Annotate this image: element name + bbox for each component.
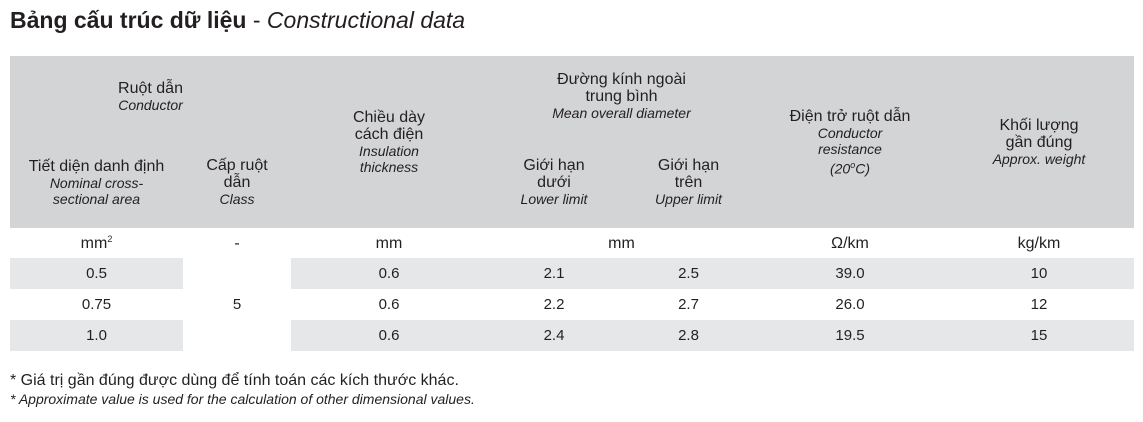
cell-insulation: 0.6: [291, 258, 487, 289]
unit-class: -: [183, 228, 291, 258]
header-diameter-vi: Đường kính ngoài trung bình: [557, 71, 686, 105]
title-separator: -: [246, 7, 267, 33]
table-row: [10, 320, 1134, 351]
unit-insulation: mm: [291, 228, 487, 258]
header-diameter: [487, 56, 756, 136]
unit-weight: kg/km: [944, 228, 1134, 258]
cell-cross-section: 0.5: [10, 258, 183, 289]
cell-cross-section: 1.0: [10, 320, 183, 351]
cell-insulation: 0.6: [291, 320, 487, 351]
header-conductor: [10, 56, 291, 136]
header-weight-vi: Khối lượng gần đúng: [999, 117, 1079, 151]
header-insulation-en: Insulation thickness: [359, 143, 419, 175]
header-class: [183, 136, 291, 228]
cell-weight: 10: [944, 258, 1134, 289]
cell-cross-section: 0.75: [10, 289, 183, 320]
header-resistance-en: Conductor resistance: [817, 124, 883, 157]
cell-weight: 12: [944, 289, 1134, 320]
header-lower-limit-en: Lower limit: [520, 191, 588, 207]
cell-resistance: 39.0: [756, 258, 944, 289]
header-class-en: Class: [219, 191, 255, 207]
constructional-data-table: [10, 56, 1134, 351]
header-weight-en: Approx. weight: [992, 151, 1086, 167]
title-english: Constructional data: [266, 7, 466, 33]
footnote-vietnamese: * Giá trị gần đúng được dùng để tính toán các kích thước khác.: [10, 372, 459, 389]
cell-weight: 15: [944, 320, 1134, 351]
header-conductor-en: Conductor: [118, 96, 183, 113]
unit-resistance: Ω/km: [756, 228, 944, 258]
header-upper-limit-en: Upper limit: [655, 191, 722, 207]
header-upper-limit-vi: Giới hạn trên: [657, 157, 720, 191]
header-insulation: [291, 56, 487, 228]
header-lower-limit: [487, 136, 621, 228]
header-cross-section-en: Nominal cross-sectional area: [49, 174, 144, 207]
title-vietnamese: Bảng cấu trúc dữ liệu: [10, 7, 247, 33]
header-insulation-vi: Chiều dày cách điện: [352, 109, 426, 143]
header-row-1: [10, 56, 1134, 136]
header-resistance-temperature: (20$^o$C): [829, 159, 871, 177]
header-conductor-vi: Ruột dẫn: [118, 79, 183, 97]
cell-upper-limit: 2.5: [621, 258, 756, 289]
header-cross-section: [10, 136, 183, 228]
table-row: [10, 258, 1134, 289]
page-title: [10, 5, 465, 35]
cell-upper-limit: 2.8: [621, 320, 756, 351]
header-resistance: [756, 56, 944, 228]
cell-lower-limit: 2.1: [487, 258, 621, 289]
header-weight: [944, 56, 1134, 228]
cell-lower-limit: 2.2: [487, 289, 621, 320]
cell-lower-limit: 2.4: [487, 320, 621, 351]
header-upper-limit: [621, 136, 756, 228]
unit-cross-section: $mm^2$: [10, 228, 183, 258]
header-cross-section-vi: Tiết diện danh định: [28, 157, 165, 175]
header-class-vi: Cấp ruột dẫn: [206, 157, 268, 191]
cell-resistance: 19.5: [756, 320, 944, 351]
units-row: [10, 228, 1134, 258]
cell-upper-limit: 2.7: [621, 289, 756, 320]
header-diameter-en: Mean overall diameter: [552, 105, 691, 121]
footnote-english: * Approximate value is used for the calculation of other dimensional values.: [10, 391, 475, 407]
table-row: [10, 289, 1134, 320]
cell-insulation: 0.6: [291, 289, 487, 320]
header-lower-limit-vi: Giới hạn dưới: [523, 157, 585, 191]
cell-resistance: 26.0: [756, 289, 944, 320]
cell-class: 5: [183, 258, 291, 351]
header-resistance-vi: Điện trở ruột dẫn: [789, 107, 911, 125]
unit-diameter: mm: [487, 228, 756, 258]
footnotes: [10, 371, 475, 408]
